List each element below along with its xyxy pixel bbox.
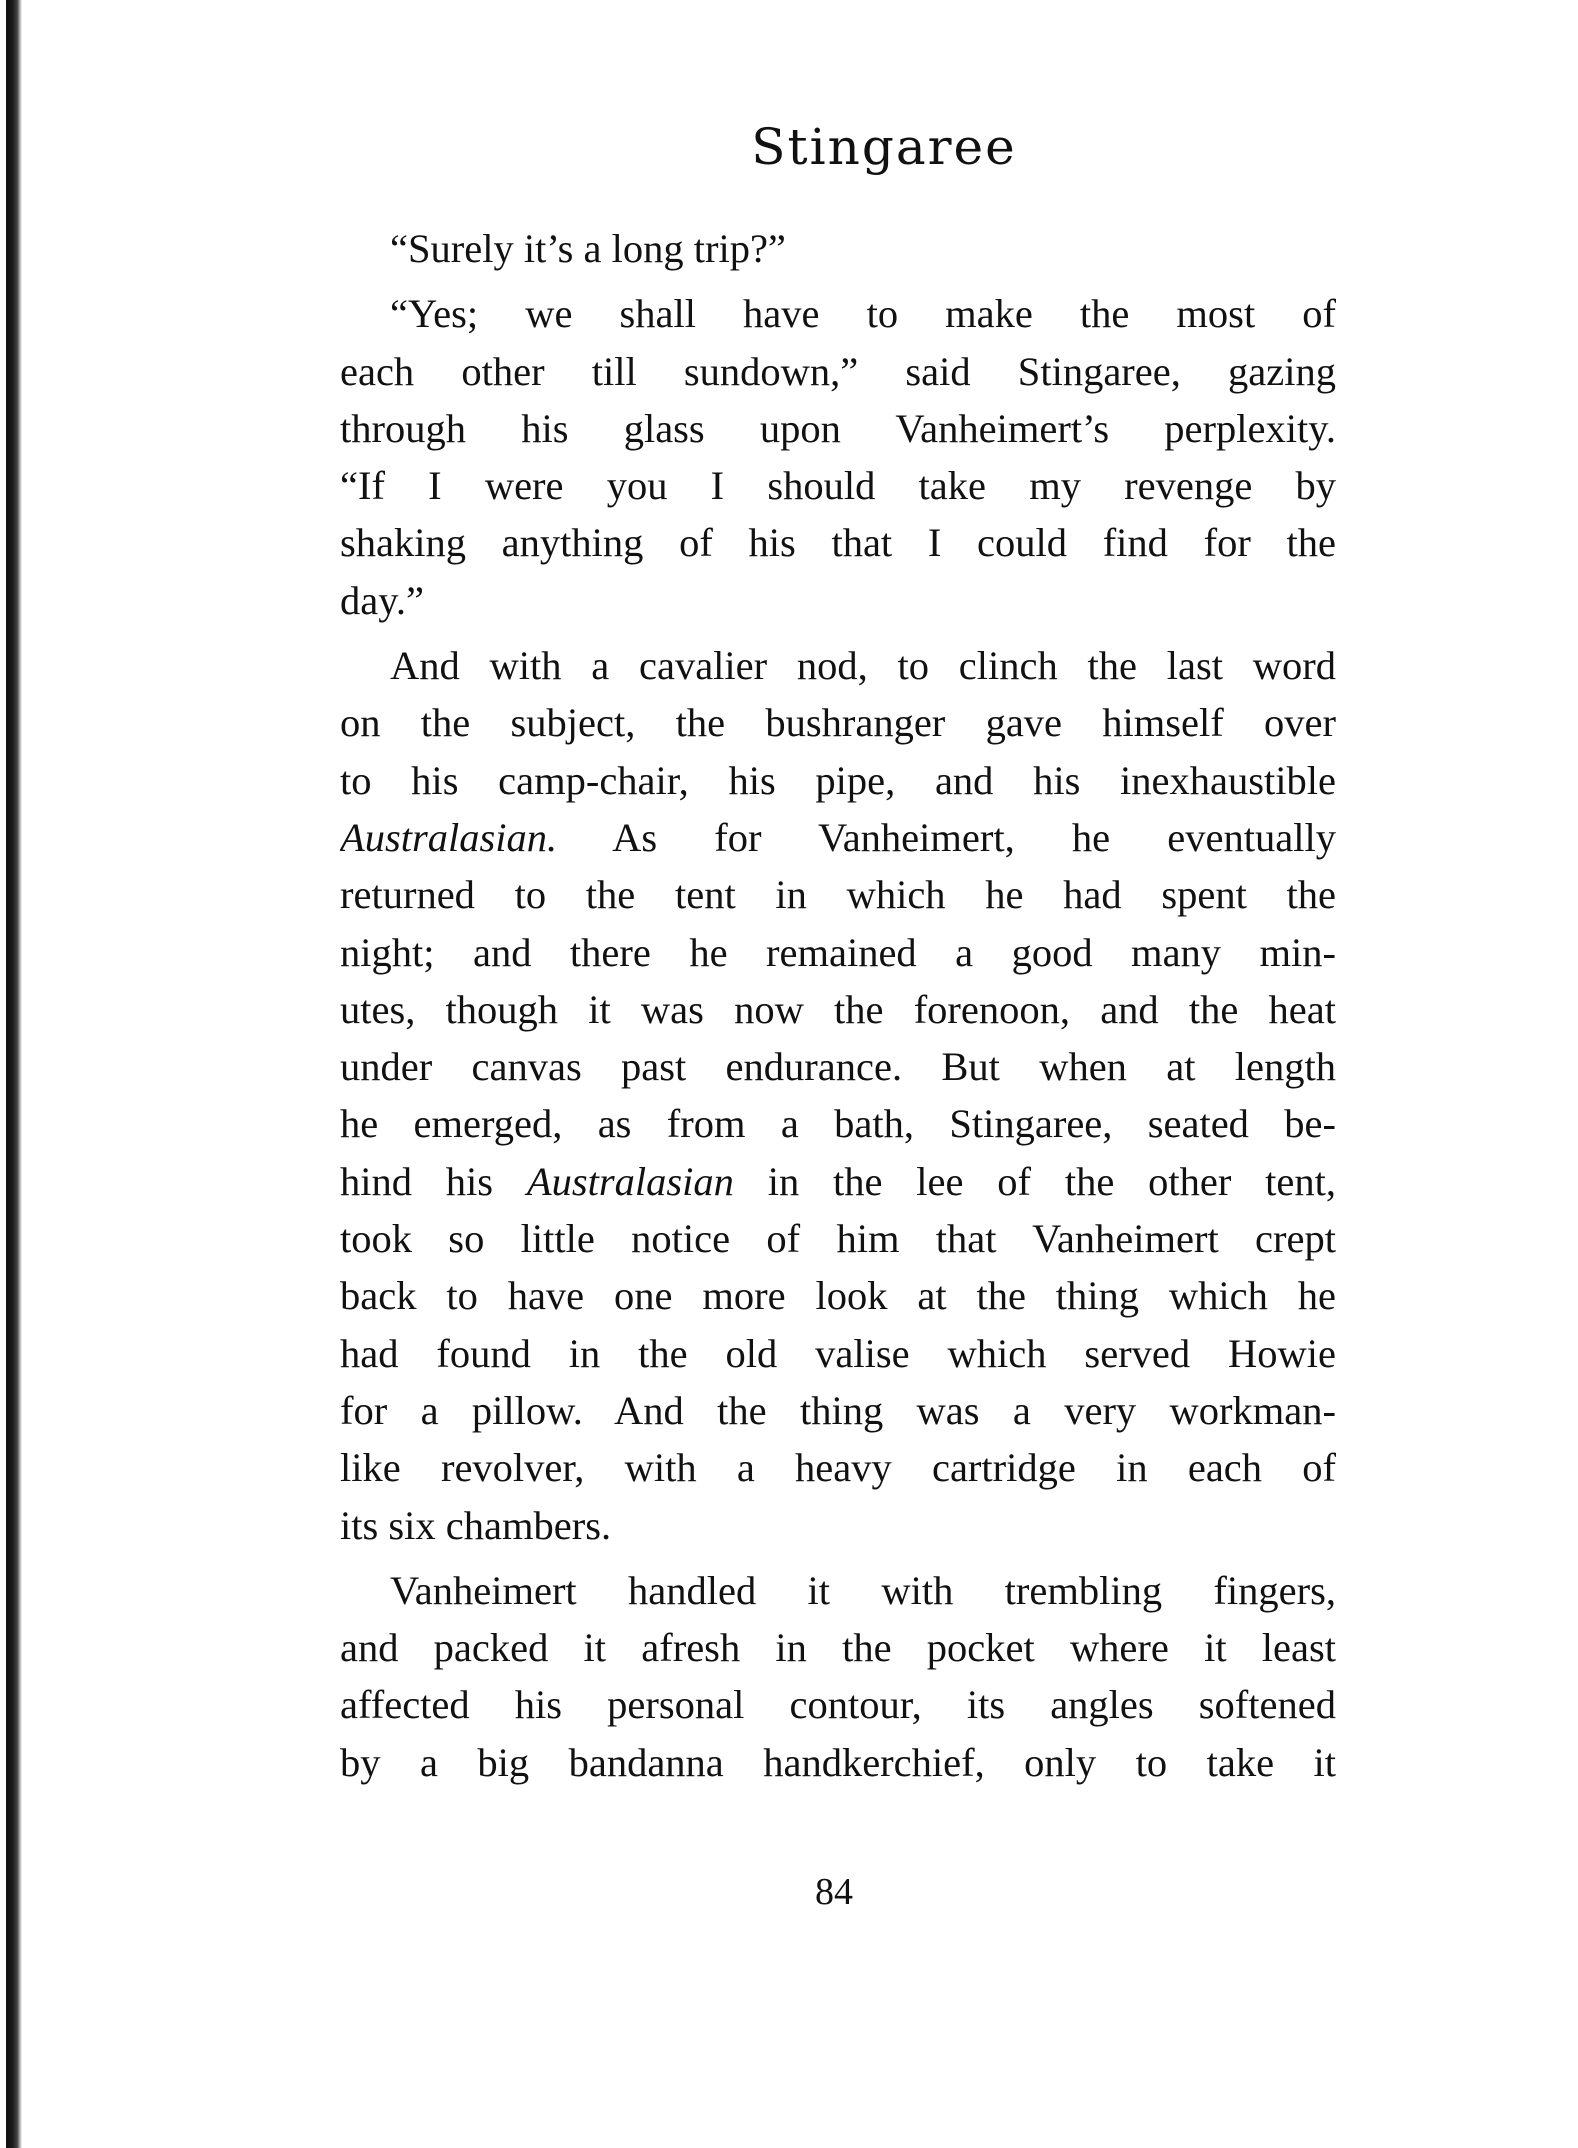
text-line: shaking anything of his that I could find for the: [340, 520, 1336, 566]
text-line: “Yes; we shall have to make the most of: [390, 291, 1336, 337]
italic-title: Australasian.: [340, 814, 558, 860]
text-line: “If I were you I should take my revenge by: [340, 463, 1336, 509]
text-line: Vanheimert handled it with trembling fingers,: [390, 1567, 1336, 1613]
paragraph-gap: [340, 1554, 1336, 1562]
text-line: “Surely it’s a long trip?”: [390, 226, 786, 271]
text-line: for a pillow. And the thing was a very workman-: [340, 1387, 1336, 1433]
italic-title: Australasian: [526, 1158, 734, 1204]
text-line: like revolver, with a heavy cartridge in each of: [340, 1445, 1336, 1491]
text-line: returned to the tent in which he had spent the: [340, 872, 1336, 918]
text-line: took so little notice of him that Vanheimert crept: [340, 1216, 1336, 1262]
text-line: day.”: [340, 577, 424, 623]
page-number: 84: [815, 1871, 853, 1913]
text-line: each other till sundown,” said Stingaree, gazing: [340, 348, 1336, 394]
body-text: [340, 220, 1336, 1791]
text-line: by a big bandanna handkerchief, only to take it: [340, 1739, 1336, 1785]
text-run: As for Vanheimert, he eventually: [557, 814, 1336, 860]
text-line: and packed it afresh in the pocket where it least: [340, 1625, 1336, 1671]
paragraph-gap: [340, 277, 1336, 285]
text-line: he emerged, as from a bath, Stingaree, seated be-: [340, 1101, 1336, 1147]
text-line: through his glass upon Vanheimert’s perplexity.: [340, 405, 1336, 451]
paragraph-gap: [340, 629, 1336, 637]
text-run: in the lee of the other tent,: [733, 1158, 1336, 1204]
text-line: [340, 1153, 1336, 1210]
text-line: [340, 809, 1336, 866]
text-line: affected his personal contour, its angles softened: [340, 1682, 1336, 1728]
text-line: had found in the old valise which served Howie: [340, 1330, 1336, 1376]
text-line: under canvas past endurance. But when at length: [340, 1044, 1336, 1090]
binding-edge: [6, 0, 22, 2148]
text-line: night; and there he remained a good many min-: [340, 929, 1336, 975]
text-line: on the subject, the bushranger gave himself over: [340, 700, 1336, 746]
running-head: Stingaree: [751, 118, 1017, 176]
text-line: its six chambers.: [340, 1502, 612, 1548]
text-line: back to have one more look at the thing which he: [340, 1273, 1336, 1319]
text-run: hind his: [340, 1158, 527, 1204]
text-line: to his camp-chair, his pipe, and his inexhaustible: [340, 757, 1336, 803]
text-line: utes, though it was now the forenoon, and the heat: [340, 986, 1336, 1032]
text-line: And with a cavalier nod, to clinch the last word: [390, 643, 1336, 689]
